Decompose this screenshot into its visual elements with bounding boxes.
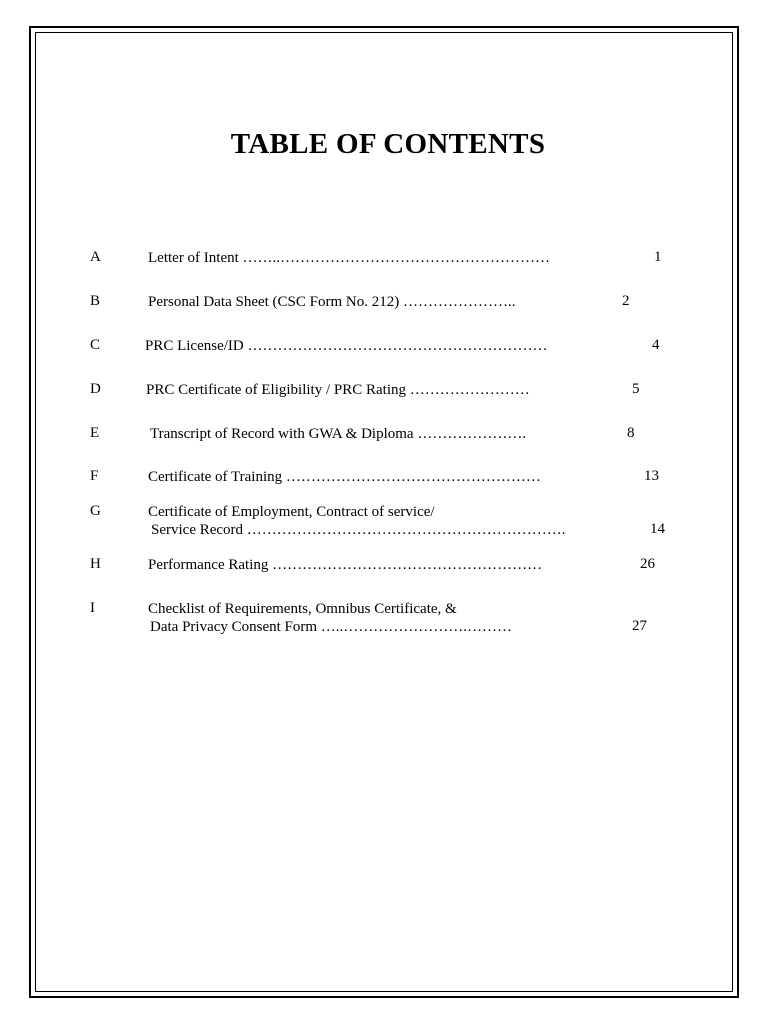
toc-letter: E xyxy=(90,425,100,441)
toc-title: Checklist of Requirements, Omnibus Certificate, & xyxy=(148,601,457,617)
toc-title: Personal Data Sheet (CSC Form No. 212) ………………….. xyxy=(148,294,516,310)
page-title: TABLE OF CONTENTS xyxy=(230,128,546,160)
toc-title: Certificate of Training …………………………………………… xyxy=(148,469,541,485)
toc-title-continued: Data Privacy Consent Form …..…………………….……… xyxy=(150,619,513,635)
toc-title: PRC Certificate of Eligibility / PRC Rating …………………… xyxy=(146,382,530,398)
toc-page-number: 13 xyxy=(644,468,659,484)
toc-letter: I xyxy=(90,600,95,616)
toc-title: Performance Rating ……………………………………………… xyxy=(148,557,543,573)
toc-page-number: 26 xyxy=(640,556,655,572)
toc-title: Transcript of Record with GWA & Diploma …………………. xyxy=(150,426,527,442)
toc-title: Certificate of Employment, Contract of service/ xyxy=(148,504,435,520)
toc-page-number: 8 xyxy=(627,425,635,441)
toc-letter: B xyxy=(90,293,101,309)
toc-title: PRC License/ID …………………………………………………… xyxy=(145,338,548,354)
toc-page-number: 27 xyxy=(632,618,647,634)
toc-letter: A xyxy=(90,249,101,265)
toc-title: Letter of Intent ……..……………………………………………… xyxy=(148,250,551,266)
toc-title-continued: Service Record ………………………………………………………. xyxy=(151,522,566,538)
toc-page-number: 1 xyxy=(654,249,662,265)
toc-page-number: 5 xyxy=(632,381,640,397)
toc-letter: H xyxy=(90,556,101,572)
toc-letter: C xyxy=(90,337,101,353)
toc-page-number: 14 xyxy=(650,521,665,537)
toc-page-number: 2 xyxy=(622,293,630,309)
toc-page-number: 4 xyxy=(652,337,660,353)
toc-letter: F xyxy=(90,468,99,484)
toc-letter: G xyxy=(90,503,101,519)
toc-letter: D xyxy=(90,381,101,397)
